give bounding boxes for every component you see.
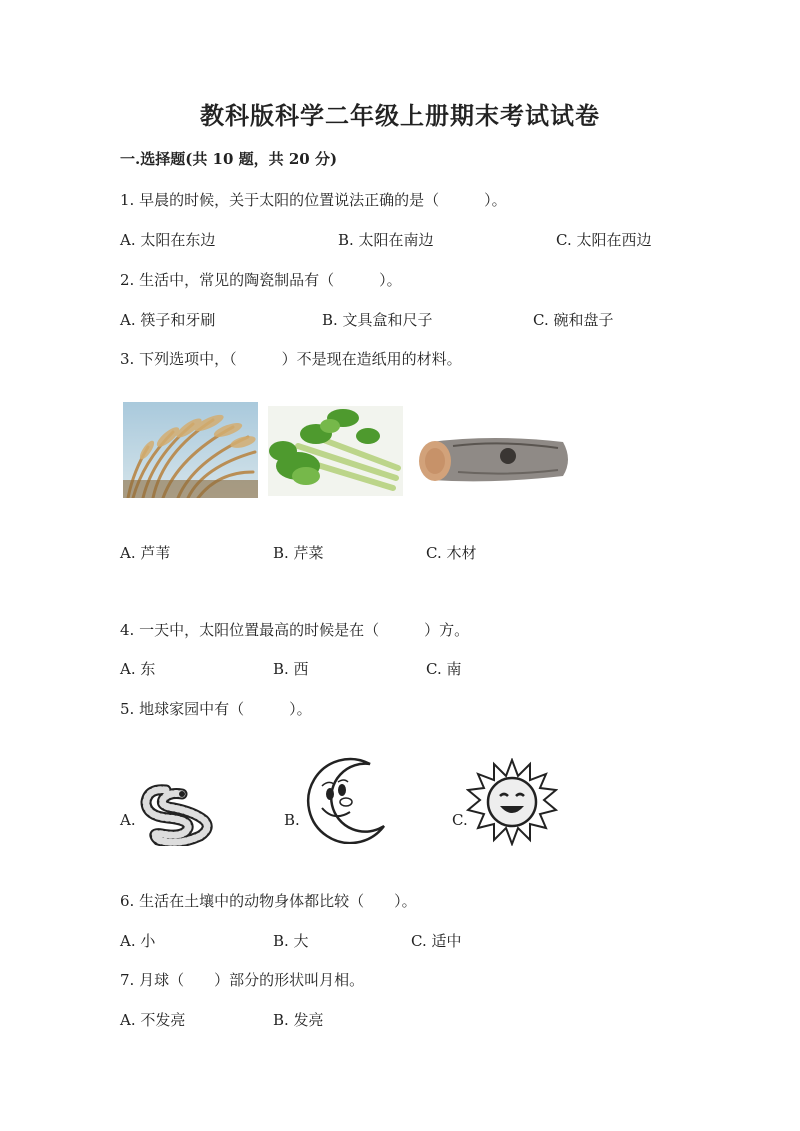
- sun-icon: [466, 758, 558, 846]
- question-6-option-c[interactable]: C. 适中: [411, 932, 462, 950]
- question-2-option-b[interactable]: B. 文具盒和尺子: [322, 311, 433, 329]
- question-7-option-a[interactable]: A. 不发亮: [120, 1011, 186, 1029]
- question-6-option-a[interactable]: A. 小: [120, 932, 156, 950]
- question-4-text: 4. 一天中，太阳位置最高的时候是在（ ）方。: [120, 621, 470, 639]
- question-2-option-c[interactable]: C. 碗和盘子: [533, 311, 614, 329]
- question-2-option-a[interactable]: A. 筷子和牙刷: [120, 311, 216, 329]
- earthworm-icon: [138, 780, 214, 846]
- question-1-text: 1. 早晨的时候，关于太阳的位置说法正确的是（ ）。: [120, 191, 507, 209]
- question-3-option-c[interactable]: C. 木材: [426, 544, 477, 562]
- question-7-text: 7. 月球（ ）部分的形状叫月相。: [120, 971, 365, 989]
- question-4-option-c[interactable]: C. 南: [426, 660, 462, 678]
- crescent-moon-icon: [300, 756, 388, 844]
- reed-photo: [123, 402, 258, 498]
- question-5-option-c[interactable]: C.: [452, 811, 468, 829]
- question-5-option-a[interactable]: A.: [120, 811, 136, 829]
- section-heading: 一.选择题(共 10 题，共 20 分): [120, 150, 338, 168]
- question-7-option-b[interactable]: B. 发亮: [273, 1011, 324, 1029]
- question-5-text: 5. 地球家园中有（ ）。: [120, 700, 312, 718]
- question-6-text: 6. 生活在土壤中的动物身体都比较（ ）。: [120, 892, 417, 910]
- question-3-text: 3. 下列选项中，（ ）不是现在造纸用的材料。: [120, 350, 462, 368]
- question-6-option-b[interactable]: B. 大: [273, 932, 309, 950]
- question-1-option-b[interactable]: B. 太阳在南边: [338, 231, 434, 249]
- question-5-option-b[interactable]: B.: [284, 811, 300, 829]
- question-1-option-c[interactable]: C. 太阳在西边: [556, 231, 652, 249]
- question-1-option-a[interactable]: A. 太阳在东边: [120, 231, 216, 249]
- question-2-text: 2. 生活中，常见的陶瓷制品有（ ）。: [120, 271, 402, 289]
- celery-photo: [268, 406, 403, 496]
- question-4-option-b[interactable]: B. 西: [273, 660, 309, 678]
- question-4-option-a[interactable]: A. 东: [120, 660, 156, 678]
- question-3-option-a[interactable]: A. 芦苇: [120, 544, 171, 562]
- wood-log-photo: [413, 432, 575, 488]
- question-3-option-b[interactable]: B. 芹菜: [273, 544, 324, 562]
- page-title: 教科版科学二年级上册期末考试试卷: [200, 101, 600, 130]
